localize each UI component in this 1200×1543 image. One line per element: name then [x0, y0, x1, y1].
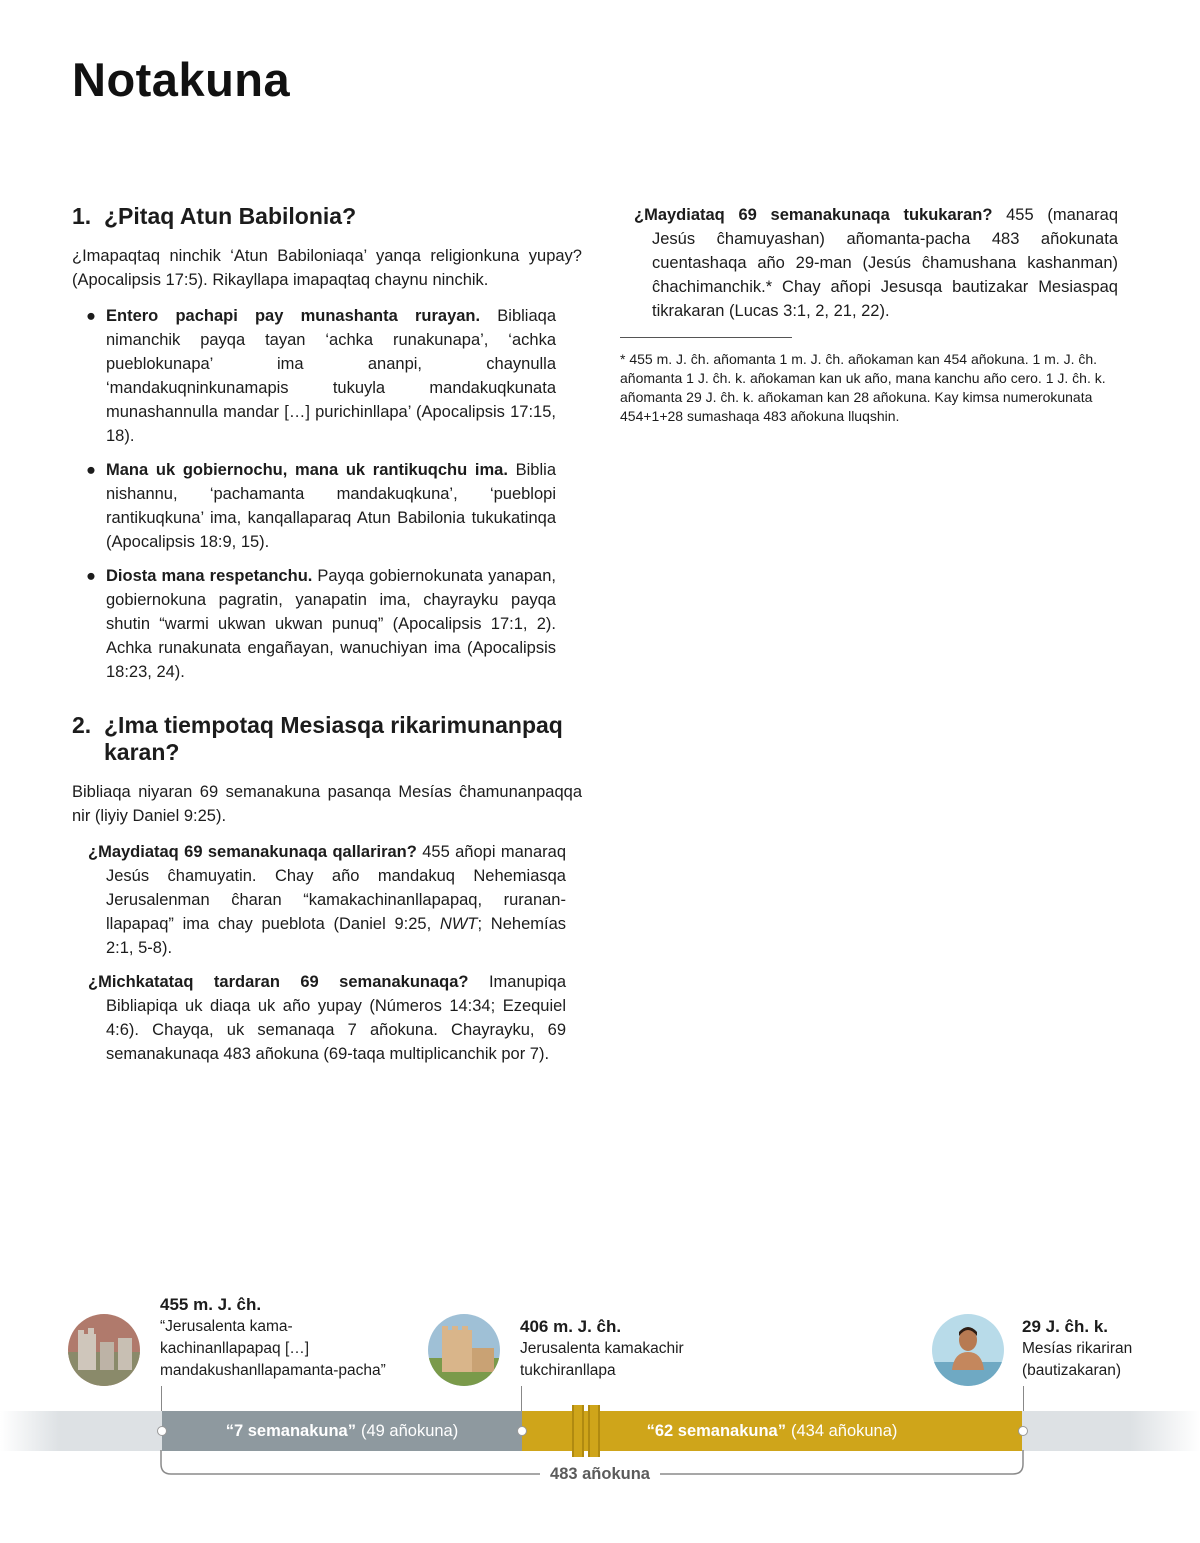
segment-label: “7 semanakuna” [225, 1421, 356, 1440]
timeline-node [517, 1426, 527, 1436]
bullet-item [86, 304, 556, 448]
qa-answer: Imanupiqa Bibliapiqa uk diaqa uk año yupay (Números 14:34; Ezequiel 4:6). Chayqa, uk semanaqa 7 añokuna. Chayrayku, 69 semanakunaqa 483 añokuna (69-taqa multiplicanchik por 7). [106, 973, 566, 1063]
segment-years: (49 añokuna) [360, 1421, 459, 1440]
bullet-dot-icon: ● [86, 461, 96, 479]
segment-7-weeks [162, 1411, 522, 1451]
bullet-item [86, 458, 556, 554]
bullet-text: Bibliaqa nimanchik payqa tayan ‘achka runakunapa’, ‘achka pueblokunapa’ ima ananpi, chaynulla ‘mandakuqninkunamapis tukuyla mandakuqkunata munashannulla mandar […] purichinllapa’ (Apocalipsis 17:15, 18). [106, 307, 556, 445]
page-title: Notakuna [72, 53, 291, 106]
bullet-dot-icon: ● [86, 567, 96, 585]
segment-years: (434 añokuna) [790, 1421, 898, 1440]
left-column [72, 203, 582, 1076]
timeline-marker-start [160, 1294, 386, 1382]
section-2-heading [72, 712, 582, 766]
qa-question: ¿Michkatataq tardaran 69 semanakunaqa? [88, 973, 469, 991]
marker-tick [1023, 1386, 1024, 1411]
qa-answer: 455 (manaraq Jesús ĉhamuyashan) añomanta-pacha 483 añokunata cuentashaqa año 29-man (Jesús ĉhamushana kashanman) ĉhachimanchik.* Chay añopi Jesusqa bautizakar Mesiaspaq tikrakaran (Lucas 3:1, 2, 21, 22). [652, 206, 1118, 320]
ruined-walls-illustration [68, 1314, 140, 1386]
section-2-number: 2. [72, 712, 92, 738]
qa-question: ¿Maydiataq 69 semanakunaqa qallariran? [88, 843, 417, 861]
rebuilt-city-illustration [428, 1314, 500, 1386]
section-1-heading [72, 203, 582, 230]
marker-desc-line: (bautizakaran) [1022, 1362, 1122, 1379]
qa-answer: 455 añopi manaraq Jesús ĉhamuyatin. Chay año mandakuq Nehemiasqa Jerusalenman ĉharan “kamakachinanllapapaq, rurananllapapaq” ima chay pueblota (Daniel 9:25, [106, 843, 566, 933]
section-2-title: ¿Ima tiempotaq Mesiasqa rikarimunanpaq karan? [104, 712, 563, 765]
marker-date: 29 J. ĉh. k. [1022, 1317, 1108, 1336]
timeline-marker-end [1022, 1316, 1132, 1382]
section-2-intro: Bibliaqa niyaran 69 semanakuna pasanqa Mesías ĉhamunanpaqqa nir (liyiy Daniel 9:25). [72, 783, 582, 825]
bullet-lead: Diosta mana respetanchu. [106, 567, 313, 585]
baptism-illustration [932, 1314, 1004, 1386]
qa-answer-italic: NWT [439, 915, 478, 933]
marker-desc-line: kachinanllapapaq […] [160, 1340, 310, 1357]
marker-desc-line: Mesías rikariran [1022, 1340, 1133, 1357]
marker-desc-line: Jerusalenta kamakachir [520, 1340, 684, 1357]
timeline-node [157, 1426, 167, 1436]
qa-question: ¿Maydiataq 69 semanakunaqa tukukaran? [634, 206, 993, 224]
marker-tick [521, 1386, 522, 1411]
section-1-intro: ¿Imapaqtaq ninchik ‘Atun Babiloniaqa’ yanqa religionkuna yupay? (Apocalipsis 17:5). Rikayllapa imapaqtaq chaynu ninchik. [72, 247, 582, 289]
qa-item [88, 970, 566, 1066]
marker-desc-line: mandakushanllapamanta-pacha” [160, 1362, 386, 1379]
marker-desc-line: tukchiranllapa [520, 1362, 616, 1379]
bullet-lead: Entero pachapi pay munashanta rurayan. [106, 307, 481, 325]
bullet-dot-icon: ● [86, 307, 96, 325]
marker-date: 406 m. J. ĉh. [520, 1317, 622, 1336]
bullet-text: Payqa gobiernokunata yanapan, gobiernokuna pagratin, yanapatin ima, chayrayku payqa shutin “warmi ukwan ukwan punuq” (Apocalipsis 17:1, 2). Achka runakunata engañayan, wanuchiyan ima (Apocalipsis 18:23, 24). [106, 567, 556, 681]
section-1-bullet-list [86, 304, 582, 684]
marker-date: 455 m. J. ĉh. [160, 1295, 262, 1314]
qa-item [634, 203, 1118, 323]
timeline-node [1018, 1426, 1028, 1436]
timeline-graphic [0, 1290, 1200, 1543]
total-span-text: 483 añokuna [540, 1465, 660, 1483]
qa-answer-end: ; Nehemías 2:1, 5-8). [106, 915, 567, 957]
bullet-text: Biblia nishannu, ‘pachamanta mandakuqkuna’, ‘pueblopi rantikuqkuna’ ima, kanqallaparaq Atun Babilonia tukukatinqa (Apocalipsis 18:9, 15). [106, 461, 556, 551]
segment-label: “62 semanakuna” [646, 1421, 786, 1440]
marker-desc-line: “Jerusalenta kama- [160, 1318, 293, 1335]
footnote: * 455 m. J. ĉh. añomanta 1 m. J. ĉh. añokaman kan 454 añokuna. 1 m. J. ĉh. añomanta 1 J. ĉh. k. añokaman kan uk año, mana kanchu año cero. 1 J. ĉh. k. añomanta 29 J. ĉh. k. añokaman kan 28 añokuna. Kay kimsa numerokunata 454+1+28 sumashaqa 483 añokuna lluqshin. [620, 351, 1106, 424]
timeline-marker-middle [520, 1316, 684, 1382]
marker-tick [161, 1386, 162, 1411]
bullet-item [86, 564, 556, 684]
right-column [620, 203, 1120, 426]
total-span-label [0, 1465, 1200, 1484]
section-1-number: 1. [72, 203, 92, 229]
bullet-lead: Mana uk gobiernochu, mana uk rantikuqchu ima. [106, 461, 508, 479]
qa-item [88, 840, 566, 960]
section-1-title: ¿Pitaq Atun Babilonia? [104, 203, 357, 229]
footnote-divider [620, 337, 792, 338]
